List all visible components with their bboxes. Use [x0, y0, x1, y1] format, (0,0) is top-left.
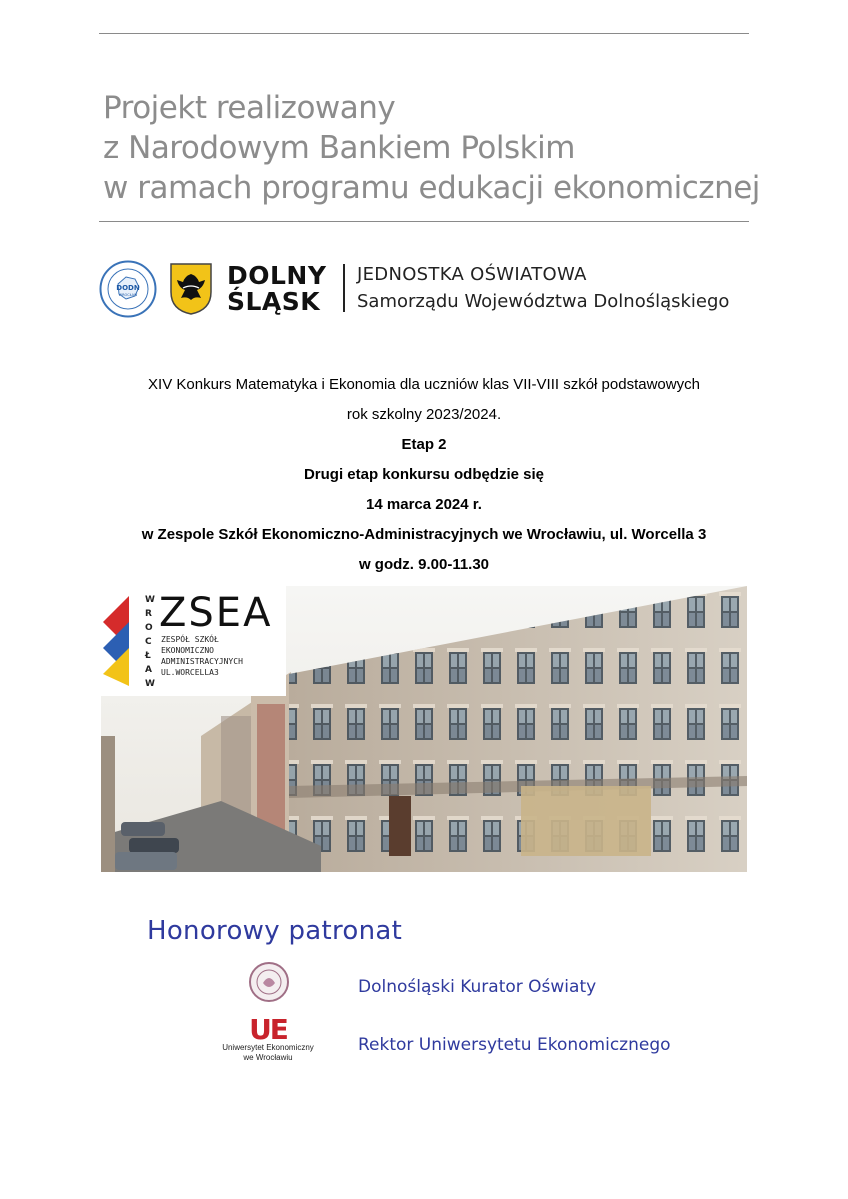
zsea-city-letter-3: O [145, 623, 153, 633]
title-rule [99, 221, 749, 222]
zsea-city-letter-6: A [145, 665, 152, 675]
contest-info [0, 370, 848, 580]
project-title [103, 88, 763, 208]
zsea-city-letter-5: Ł [145, 651, 151, 661]
title-line-3: w ramach programu edukacji ekonomicznej [103, 170, 760, 206]
dodn-sub: WROCŁAW [118, 293, 138, 297]
top-rule [99, 33, 749, 34]
contest-date: 14 marca 2024 r. [366, 496, 482, 513]
patronage-heading: Honorowy patronat [147, 916, 403, 946]
unit-title: JEDNOSTKA OŚWIATOWA [357, 264, 587, 285]
region-word-1: DOLNY [227, 261, 327, 290]
kurator-seal-icon [248, 961, 290, 1003]
logo-divider [343, 264, 345, 312]
zsea-name-line-1: ZESPÓŁ SZKÓŁ [161, 635, 219, 644]
dodn-logo-icon [99, 260, 157, 318]
title-line-2: z Narodowym Bankiem Polskim [103, 130, 575, 166]
patron-kurator: Dolnośląski Kurator Oświaty [358, 977, 597, 997]
school-building-photo [101, 586, 747, 872]
zsea-city-letter-1: W [145, 595, 155, 605]
logo-bar [99, 258, 749, 322]
unit-subtitle: Samorządu Województwa Dolnośląskiego [357, 291, 730, 312]
zsea-city-letter-2: R [145, 609, 152, 619]
ue-logo [213, 1013, 323, 1063]
zsea-name-line-2: EKONOMICZNO [161, 646, 214, 655]
ue-name: Uniwersytet Ekonomiczny [222, 1043, 314, 1052]
stage-label: Etap 2 [401, 436, 447, 453]
ue-city: we Wrocławiu [243, 1053, 293, 1062]
dodn-label: DODN [116, 284, 140, 292]
zsea-city-letter-7: W [145, 679, 155, 689]
school-year: rok szkolny 2023/2024. [346, 406, 502, 423]
zsea-city-letter-4: C [145, 637, 152, 647]
title-line-1: Projekt realizowany [103, 90, 396, 126]
contest-time: w godz. 9.00-11.30 [358, 556, 490, 573]
contest-venue: w Zespole Szkół Ekonomiczno-Administracyjnych we Wrocławiu, ul. Worcella 3 [141, 526, 707, 543]
patron-rektor: Rektor Uniwersytetu Ekonomicznego [358, 1035, 671, 1055]
region-word-2: ŚLĄSK [227, 287, 321, 316]
ue-mark-icon [213, 1013, 323, 1041]
contest-name: XIV Konkurs Matematyka i Ekonomia dla uczniów klas VII-VIII szkół podstawowych [148, 376, 700, 393]
zsea-name-line-4: UL.WORCELLA3 [161, 668, 219, 677]
zsea-acronym: ZSEA [159, 590, 273, 636]
stage-note: Drugi etap konkursu odbędzie się [303, 466, 545, 483]
zsea-name-line-3: ADMINISTRACYJNYCH [161, 657, 243, 666]
eagle-shield-icon [169, 262, 213, 316]
school-photo-illustration [101, 586, 747, 872]
ue-mark: UE [249, 1013, 287, 1041]
